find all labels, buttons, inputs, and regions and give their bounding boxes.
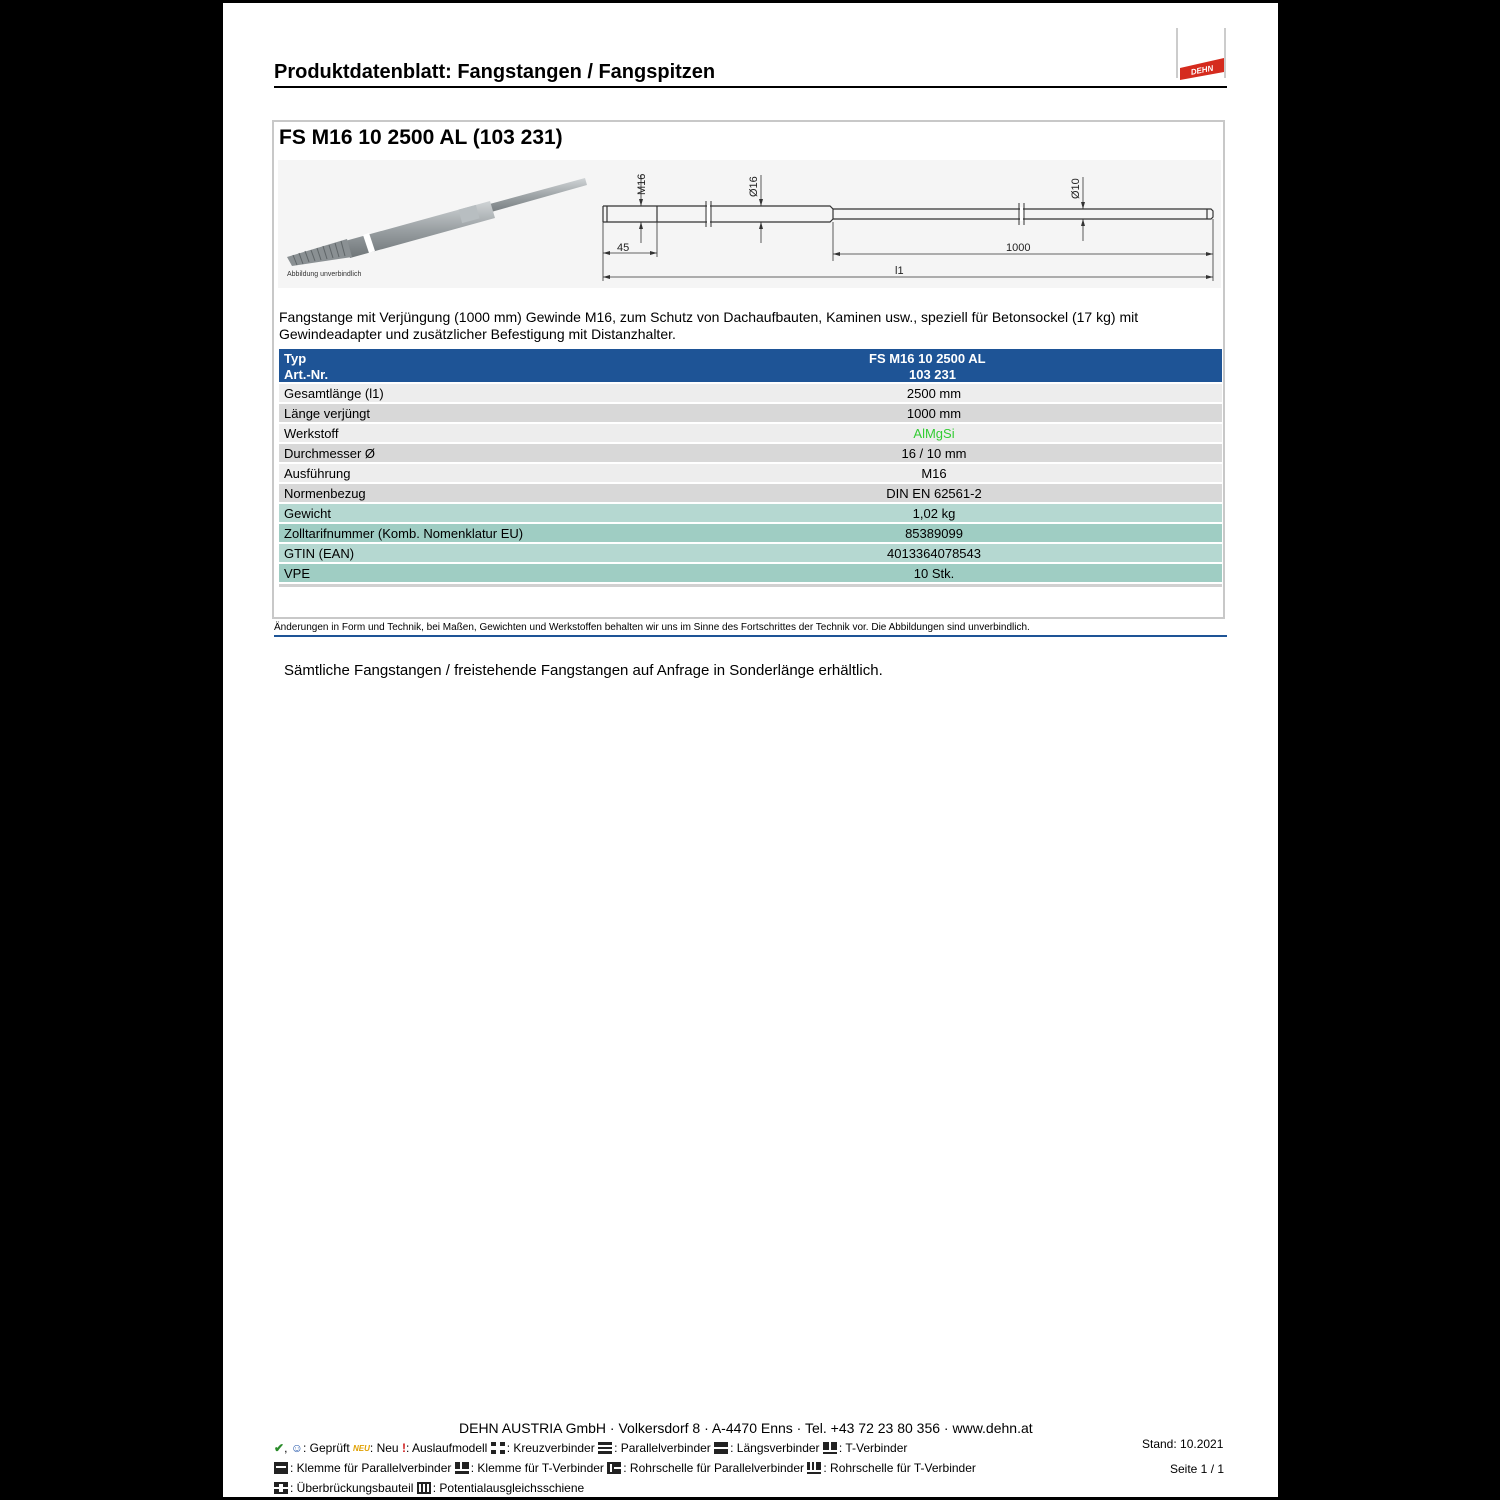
product-description: Fangstange mit Verjüngung (1000 mm) Gewinde M16, zum Schutz von Dachaufbauten, Kaminen usw., speziell für Betonsockel (17 kg) mit Gewindeadapter und zusätzlicher Befestigung mit Distanzhalter. bbox=[279, 309, 1139, 342]
equipotential-bar-icon bbox=[417, 1482, 431, 1494]
special-length-note: Sämtliche Fangstangen / freistehende Fangstangen auf Anfrage in Sonderlänge erhältlich. bbox=[284, 662, 883, 679]
checkmark-icon: ✔ bbox=[274, 1441, 285, 1455]
table-row: Gewicht 1,02 kg bbox=[279, 504, 1222, 524]
footer-stand: Stand: 10.2021 bbox=[1142, 1437, 1224, 1451]
typ-label: Typ bbox=[284, 351, 307, 366]
svg-text:Ø16: Ø16 bbox=[748, 176, 760, 197]
discontinued-icon: ! bbox=[401, 1441, 406, 1455]
material-value: AlMgSi bbox=[913, 426, 955, 441]
table-row: Länge verjüngt 1000 mm bbox=[279, 404, 1222, 424]
art-label: Art.-Nr. bbox=[284, 367, 329, 382]
svg-text:M16: M16 bbox=[636, 173, 648, 195]
table-bottom-rule bbox=[279, 584, 1222, 587]
svg-text:Ø10: Ø10 bbox=[1070, 178, 1082, 199]
table-row: Gesamtlänge (l1) 2500 mm bbox=[279, 384, 1222, 404]
page-title: Produktdatenblatt: Fangstangen / Fangspitzen bbox=[274, 61, 716, 83]
dehn-logo bbox=[1176, 28, 1226, 80]
legend-line-1: ✔ , ☺ : Geprüft NEU : Neu ! : Auslaufmodell : Kreuzverbinder : Parallelverbinder : Längsverbinder : T-Verbinder bbox=[274, 1441, 908, 1455]
blue-rule bbox=[274, 635, 1227, 637]
table-row: Durchmesser Ø 16 / 10 mm bbox=[279, 444, 1222, 464]
datasheet-page bbox=[223, 3, 1278, 1497]
legend-line-3: : Überbrückungsbauteil : Potentialausgleichsschiene bbox=[274, 1481, 584, 1495]
typ-value: FS M16 10 2500 AL bbox=[869, 351, 986, 366]
parallel-connector-icon bbox=[598, 1442, 612, 1454]
product-title: FS M16 10 2500 AL (103 231) bbox=[279, 126, 563, 149]
table-row: Zolltarifnummer (Komb. Nomenklatur EU) 85389099 bbox=[279, 524, 1222, 544]
technical-drawing bbox=[593, 165, 1218, 287]
table-row: Ausführung M16 bbox=[279, 464, 1222, 484]
t-connector-icon bbox=[823, 1442, 837, 1454]
table-row: Normenbezug DIN EN 62561-2 bbox=[279, 484, 1222, 504]
table-row: GTIN (EAN) 4013364078543 bbox=[279, 544, 1222, 564]
table-row: VPE 10 Stk. bbox=[279, 564, 1222, 584]
svg-text:45: 45 bbox=[617, 242, 630, 254]
image-caption: Abbildung unverbindlich bbox=[287, 271, 362, 278]
cross-connector-icon bbox=[491, 1442, 505, 1454]
footer-address: DEHN AUSTRIA GmbH · Volkersdorf 8 · A-4470 Enns · Tel. +43 72 23 80 356 · www.dehn.at bbox=[459, 1420, 1033, 1436]
footer-page-number: Seite 1 / 1 bbox=[1170, 1462, 1225, 1476]
pipe-clamp-t-icon bbox=[807, 1462, 821, 1474]
disclaimer: Änderungen in Form und Technik, bei Maßen, Gewichten und Werkstoffen behalten wir uns im Sinne des Fortschrittes der Technik vor. Die Abbildungen sind unverbindlich. bbox=[274, 622, 1030, 633]
spec-table bbox=[279, 349, 1222, 587]
longitudinal-connector-icon bbox=[714, 1442, 728, 1454]
approved-seal-icon: ☺ bbox=[290, 1441, 303, 1455]
svg-text:1000: 1000 bbox=[1006, 242, 1031, 254]
svg-text:DEHN: DEHN bbox=[1190, 63, 1215, 77]
pipe-clamp-parallel-icon bbox=[607, 1462, 621, 1474]
legend-line-2: : Klemme für Parallelverbinder : Klemme für T-Verbinder : Rohrschelle für Parallelverbinder : Rohrschelle für T-Verbinder bbox=[274, 1461, 976, 1475]
new-badge-icon: NEU bbox=[353, 1443, 370, 1453]
bridging-component-icon bbox=[274, 1482, 288, 1494]
product-photo bbox=[285, 173, 590, 268]
svg-text:l1: l1 bbox=[895, 265, 904, 277]
clamp-parallel-icon bbox=[274, 1462, 288, 1474]
title-rule bbox=[274, 86, 1227, 88]
table-row: Werkstoff AlMgSi bbox=[279, 424, 1222, 444]
clamp-t-icon bbox=[455, 1462, 469, 1474]
art-value: 103 231 bbox=[909, 367, 956, 382]
table-header bbox=[279, 349, 1222, 384]
